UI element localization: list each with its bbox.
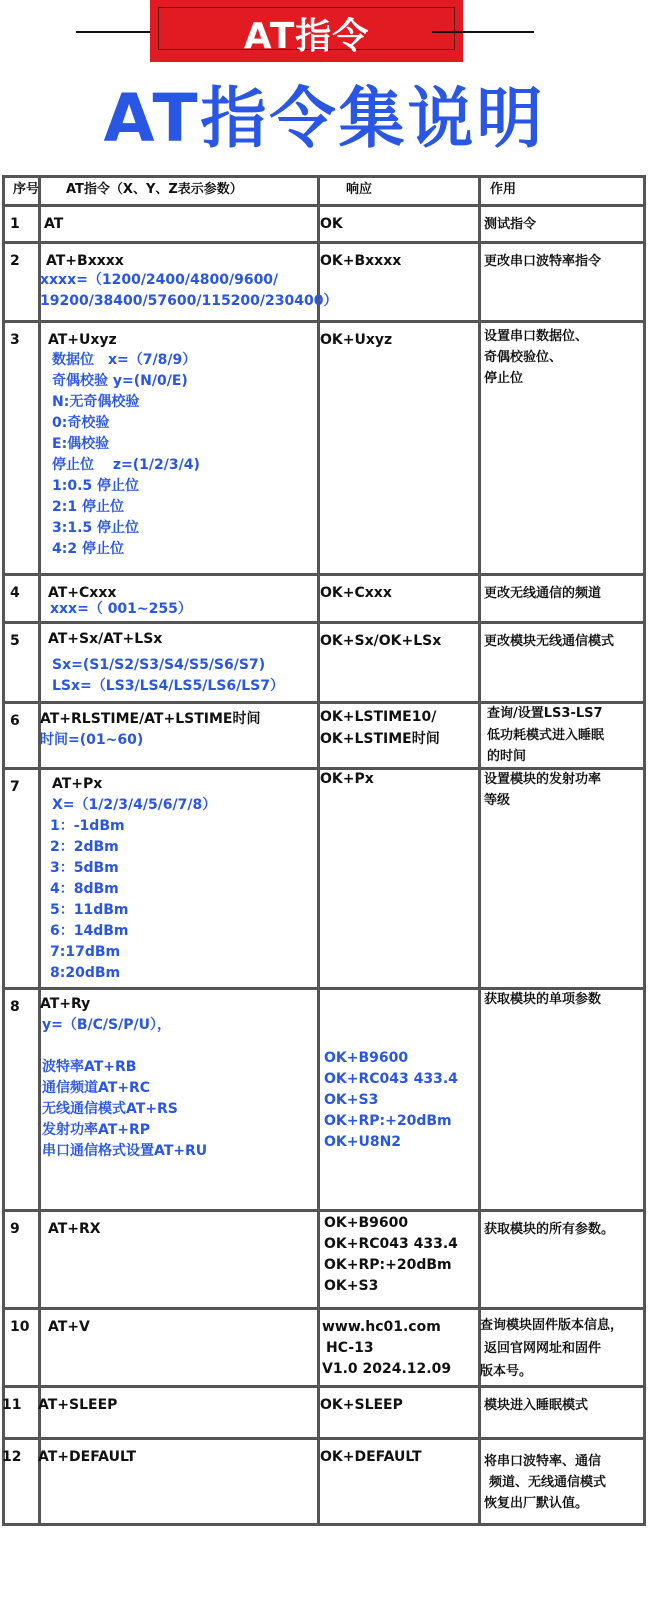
command-text: Sx=(S1/S2/S3/S4/S5/S6/S7): [52, 657, 266, 673]
function-text: 奇偶校验位、: [484, 350, 563, 365]
command-text: 7:17dBm: [50, 944, 121, 960]
function-text: 测试指令: [484, 217, 537, 232]
table-row-divider: [2, 320, 646, 323]
command-text: AT+SLEEP: [38, 1397, 118, 1413]
response-text: OK+Sx/OK+LSx: [320, 633, 442, 649]
command-text: 3:1.5 停止位: [52, 520, 140, 536]
row-number: 4: [10, 585, 20, 601]
function-text: 模块进入睡眠模式: [484, 1398, 589, 1413]
response-text: HC-13: [326, 1340, 374, 1356]
table-row-divider: [2, 1385, 646, 1388]
response-text: OK+RP:+20dBm: [324, 1257, 452, 1273]
row-number: 8: [10, 999, 20, 1015]
table-row-divider: [2, 1209, 646, 1212]
function-text: 的时间: [487, 749, 527, 764]
function-text: 恢复出厂默认值。: [484, 1496, 589, 1511]
function-text: 等级: [484, 793, 511, 808]
col-header-no: 序号: [13, 182, 40, 197]
header-badge-text: AT指令: [243, 16, 370, 57]
command-text: 波特率AT+RB: [42, 1059, 137, 1075]
command-text: AT+Bxxxx: [46, 253, 124, 269]
at-command-table: [0, 175, 649, 1525]
command-text: 5：11dBm: [50, 902, 129, 918]
function-text: 获取模块的所有参数。: [484, 1222, 615, 1237]
command-text: AT+V: [48, 1319, 90, 1335]
function-text: 停止位: [484, 371, 524, 386]
table-row-divider: [2, 204, 646, 207]
function-text: 低功耗模式进入睡眠: [487, 728, 605, 743]
col-header-command: AT指令（X、Y、Z表示参数）: [66, 182, 243, 197]
command-text: AT+RLSTIME/AT+LSTIME时间: [40, 711, 261, 727]
col-header-function: 作用: [490, 182, 517, 197]
table-row-divider: [2, 621, 646, 624]
function-text: 更改无线通信的频道: [484, 586, 602, 601]
command-text: 通信频道AT+RC: [42, 1080, 151, 1096]
row-number: 5: [10, 633, 20, 649]
table-column-divider: [317, 175, 320, 1523]
function-text: 将串口波特率、通信: [484, 1454, 602, 1469]
command-text: 2:1 停止位: [52, 499, 124, 515]
response-text: OK+RP:+20dBm: [324, 1113, 452, 1129]
command-text: xxx=（ 001~255）: [50, 601, 192, 617]
command-text: AT+Ry: [40, 996, 91, 1012]
response-text: OK+LSTIME10/: [320, 709, 437, 725]
response-text: OK+RC043 433.4: [324, 1236, 458, 1252]
col-header-response: 响应: [346, 182, 373, 197]
command-text: 1：-1dBm: [50, 818, 125, 834]
command-text: 4：8dBm: [50, 881, 119, 897]
function-text: 查询/设置LS3-LS7: [487, 706, 603, 721]
header-line-right: [432, 31, 534, 33]
function-text: 更改模块无线通信模式: [484, 634, 615, 649]
response-text: OK: [320, 216, 343, 232]
command-text: 串口通信格式设置AT+RU: [42, 1143, 208, 1159]
function-text: 频道、无线通信模式: [489, 1475, 607, 1490]
function-text: 更改串口波特率指令: [484, 254, 602, 269]
response-text: OK+LSTIME时间: [320, 731, 440, 747]
command-text: 4:2 停止位: [52, 541, 124, 557]
command-text: 3：5dBm: [50, 860, 119, 876]
function-text: 查询模块固件版本信息，: [480, 1318, 624, 1333]
command-text: 停止位 z=(1/2/3/4): [52, 457, 200, 473]
table-row-divider: [2, 573, 646, 576]
command-text: AT+Sx/AT+LSx: [48, 631, 163, 647]
table-row-divider: [2, 241, 646, 244]
command-text: AT+Cxxx: [48, 585, 117, 601]
table-row-divider: [2, 1437, 646, 1440]
command-text: AT: [44, 216, 64, 232]
command-text: X=（1/2/3/4/5/6/7/8）: [52, 797, 217, 813]
page-title: AT指令集说明: [103, 80, 546, 157]
response-text: OK+RC043 433.4: [324, 1071, 458, 1087]
command-text: 时间=(01~60): [40, 732, 144, 748]
row-number: 11: [2, 1397, 22, 1413]
command-text: 6：14dBm: [50, 923, 129, 939]
row-number: 7: [10, 779, 20, 795]
command-text: 奇偶校验 y=(N/0/E): [52, 373, 188, 389]
header-badge: [150, 0, 463, 62]
command-text: xxxx=（1200/2400/4800/9600/: [40, 272, 279, 288]
response-text: OK+B9600: [324, 1050, 409, 1066]
response-text: OK+Uxyz: [320, 332, 393, 348]
command-text: AT+Px: [52, 776, 103, 792]
table-row-divider: [2, 175, 646, 178]
response-text: OK+S3: [324, 1092, 379, 1108]
table-row-divider: [2, 1523, 646, 1526]
row-number: 2: [10, 253, 20, 269]
command-text: AT+RX: [48, 1221, 101, 1237]
command-text: LSx=（LS3/LS4/LS5/LS6/LS7）: [52, 678, 284, 694]
response-text: OK+Cxxx: [320, 585, 392, 601]
row-number: 10: [10, 1319, 30, 1335]
function-text: 设置模块的发射功率: [484, 772, 602, 787]
command-text: AT+Uxyz: [48, 332, 117, 348]
response-text: OK+SLEEP: [320, 1397, 403, 1413]
command-text: y=（B/C/S/P/U），: [42, 1017, 171, 1033]
command-text: 8:20dBm: [50, 965, 121, 981]
table-column-divider: [643, 175, 646, 1523]
response-text: OK+U8N2: [324, 1134, 402, 1150]
row-number: 1: [10, 216, 20, 232]
row-number: 12: [2, 1449, 22, 1465]
response-text: OK+Px: [320, 771, 374, 787]
response-text: V1.0 2024.12.09: [322, 1361, 452, 1377]
command-text: E:偶校验: [52, 436, 110, 452]
row-number: 3: [10, 332, 20, 348]
function-text: 版本号。: [480, 1364, 533, 1379]
table-column-divider: [2, 175, 5, 1523]
row-number: 9: [10, 1221, 20, 1237]
table-row-divider: [2, 1307, 646, 1310]
function-text: 获取模块的单项参数: [484, 992, 602, 1007]
row-number: 6: [10, 713, 20, 729]
response-text: OK+S3: [324, 1278, 379, 1294]
command-text: 发射功率AT+RP: [42, 1122, 151, 1138]
command-text: 19200/38400/57600/115200/230400）: [40, 293, 338, 309]
response-text: www.hc01.com: [322, 1319, 441, 1335]
function-text: 返回官网网址和固件: [484, 1341, 602, 1356]
command-text: 1:0.5 停止位: [52, 478, 140, 494]
response-text: OK+B9600: [324, 1215, 409, 1231]
table-column-divider: [38, 175, 41, 1523]
response-text: OK+DEFAULT: [320, 1449, 422, 1465]
response-text: OK+Bxxxx: [320, 253, 402, 269]
command-text: 2：2dBm: [50, 839, 119, 855]
command-text: N:无奇偶校验: [52, 394, 140, 410]
command-text: 数据位 x=（7/8/9）: [52, 352, 197, 368]
function-text: 设置串口数据位、: [484, 329, 589, 344]
command-text: 0:奇校验: [52, 415, 110, 431]
command-text: AT+DEFAULT: [38, 1449, 137, 1465]
command-text: 无线通信模式AT+RS: [42, 1101, 178, 1117]
